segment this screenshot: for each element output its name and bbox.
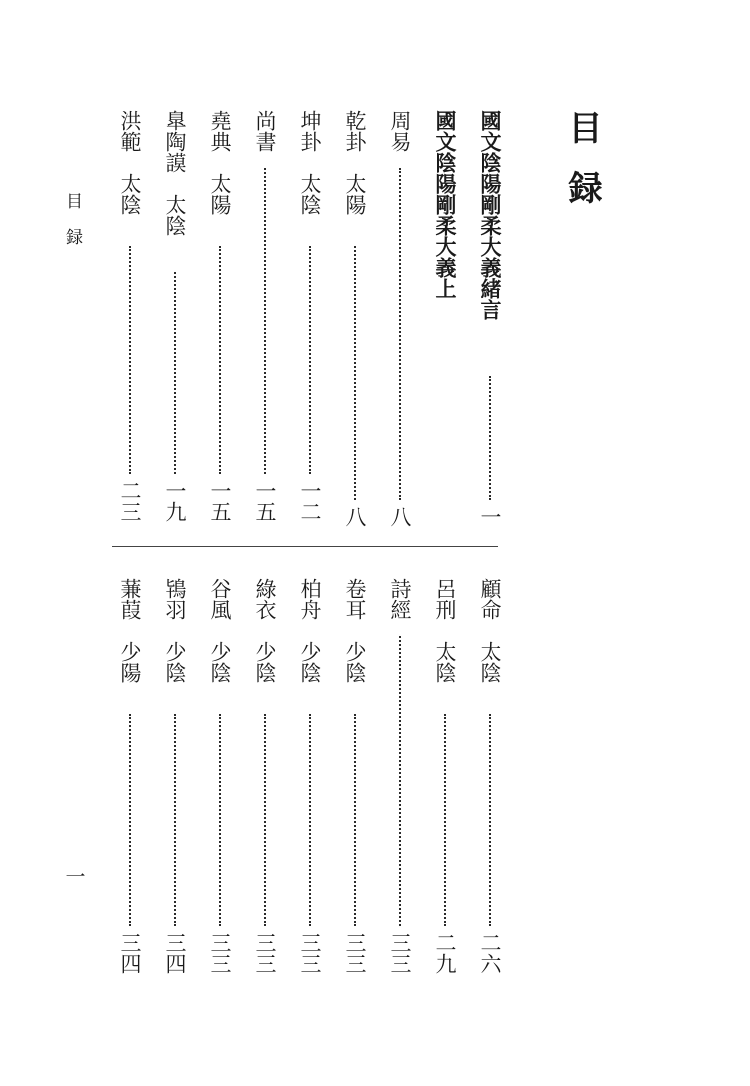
toc-title: 綠衣 少陰 bbox=[253, 578, 277, 683]
toc-page-number: 一五 bbox=[208, 480, 232, 522]
dot-leader bbox=[219, 246, 221, 474]
toc-title: 乾卦 太陽 bbox=[343, 110, 367, 215]
toc-title: 國文陰陽剛柔大義上 bbox=[433, 110, 458, 299]
toc-title: 呂刑 太陰 bbox=[433, 578, 457, 683]
toc-title: 坤卦 太陰 bbox=[298, 110, 322, 215]
dot-leader bbox=[264, 714, 266, 926]
toc-page-number: 三三 bbox=[343, 932, 367, 974]
toc-page-number: 一九 bbox=[163, 480, 187, 522]
toc-title: 顧命 太陰 bbox=[478, 578, 502, 683]
toc-page-number: 三四 bbox=[163, 932, 187, 974]
page-number: 一 bbox=[62, 866, 86, 886]
toc-title: 柏舟 少陰 bbox=[298, 578, 322, 683]
dot-leader bbox=[219, 714, 221, 926]
dot-leader bbox=[489, 376, 491, 500]
dot-leader bbox=[489, 714, 491, 926]
toc-page-number: 一五 bbox=[253, 480, 277, 522]
toc-page-number: 二六 bbox=[478, 932, 502, 974]
dot-leader bbox=[399, 636, 401, 926]
dot-leader bbox=[399, 168, 401, 500]
toc-page-number: 一 bbox=[478, 506, 502, 527]
toc-page-number: 三三 bbox=[388, 932, 412, 974]
dot-leader bbox=[354, 714, 356, 926]
toc-title: 堯典 太陽 bbox=[208, 110, 232, 215]
dot-leader bbox=[174, 714, 176, 926]
toc-page-number: 二三 bbox=[118, 480, 142, 522]
toc-page-number: 三三 bbox=[208, 932, 232, 974]
toc-title: 卷耳 少陰 bbox=[343, 578, 367, 683]
toc-title: 臯陶謨 太陰 bbox=[163, 110, 187, 236]
toc-page-number: 八 bbox=[388, 506, 412, 527]
toc-title: 蒹葭 少陽 bbox=[118, 578, 142, 683]
dot-leader bbox=[309, 714, 311, 926]
toc-title: 洪範 太陰 bbox=[118, 110, 142, 215]
toc-title: 詩經 bbox=[388, 578, 412, 620]
toc-title: 國文陰陽剛柔大義緒言 bbox=[478, 110, 503, 320]
dot-leader bbox=[129, 246, 131, 474]
page-title: 目録 bbox=[562, 110, 602, 230]
dot-leader bbox=[354, 246, 356, 500]
toc-page-number: 八 bbox=[343, 506, 367, 527]
toc-page-number: 一二 bbox=[298, 480, 322, 522]
dot-leader bbox=[264, 168, 266, 474]
toc-page-number: 二九 bbox=[433, 932, 457, 974]
dot-leader bbox=[309, 246, 311, 474]
toc-page-number: 三四 bbox=[118, 932, 142, 974]
section-divider bbox=[112, 546, 498, 547]
toc-title: 周易 bbox=[388, 110, 412, 152]
dot-leader bbox=[129, 714, 131, 926]
running-head: 目録 bbox=[62, 192, 82, 264]
toc-title: 鴇羽 少陰 bbox=[163, 578, 187, 683]
toc-page-number: 三三 bbox=[298, 932, 322, 974]
dot-leader bbox=[444, 714, 446, 926]
toc-title: 尚書 bbox=[253, 110, 277, 152]
toc-page-number: 三三 bbox=[253, 932, 277, 974]
dot-leader bbox=[174, 272, 176, 474]
toc-title: 谷風 少陰 bbox=[208, 578, 232, 683]
